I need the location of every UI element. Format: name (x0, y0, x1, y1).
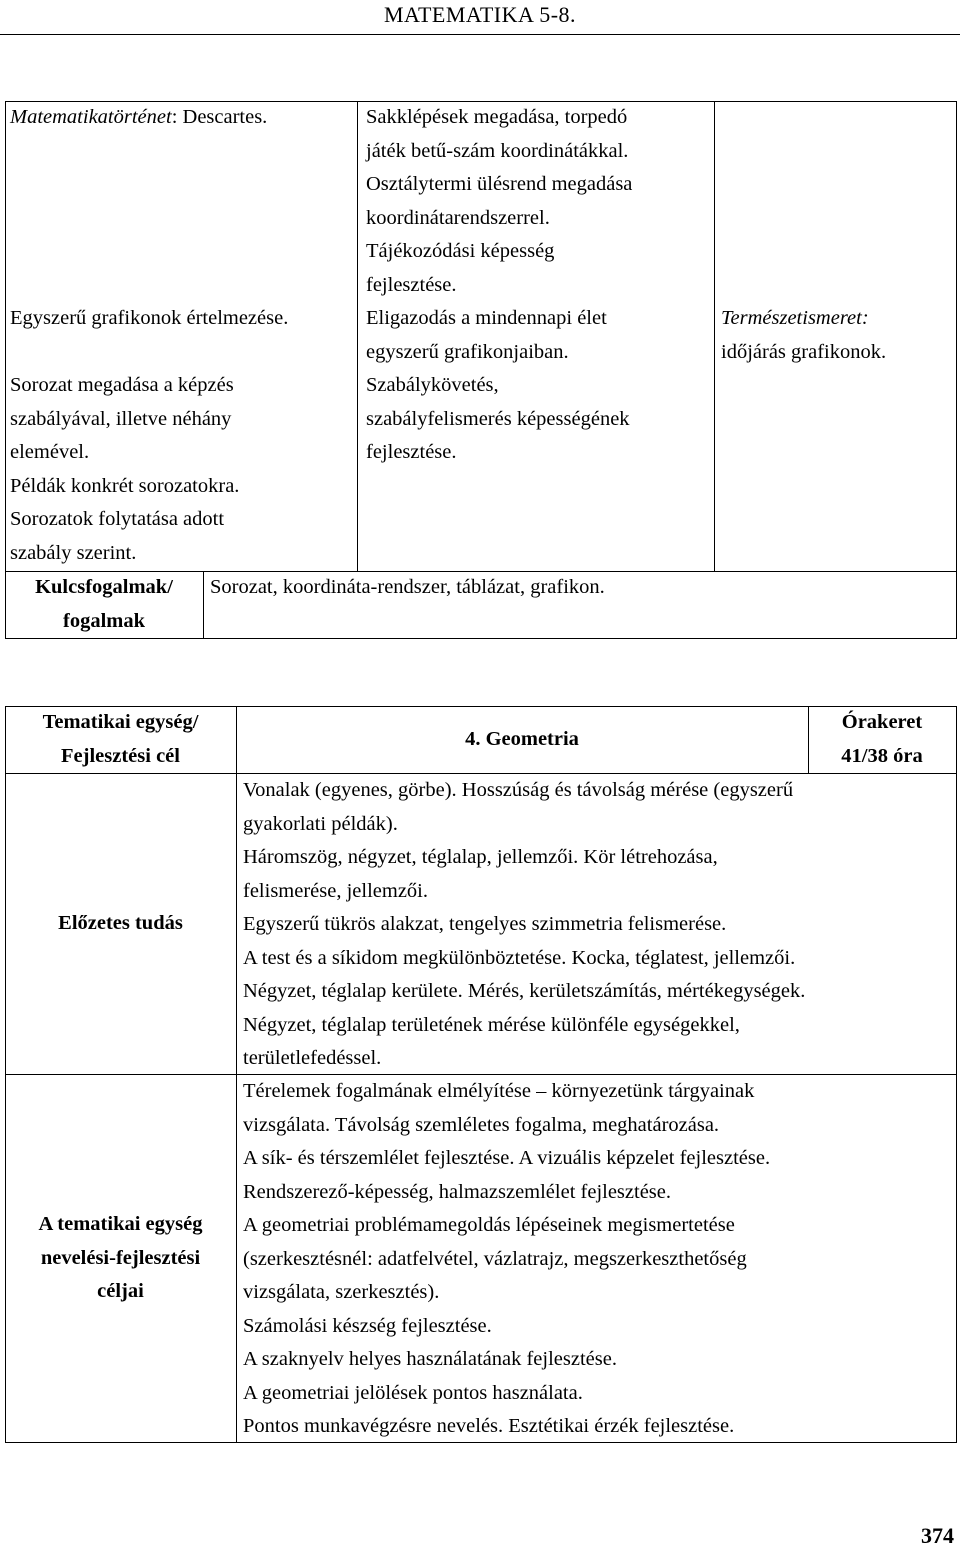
dev-cell-1 (366, 101, 632, 302)
dev-line: játék betű-szám koordinátákkal. (366, 139, 629, 162)
dev-cell-3 (366, 369, 630, 470)
unit-title: 4. Geometria (465, 728, 579, 750)
goal-line: vizsgálata, szerkesztés). (243, 1281, 440, 1303)
topic-line: Sorozatok folytatása adott (10, 508, 225, 530)
prior-line: Háromszög, négyzet, téglalap, jellemzői. Kör létrehozása, (243, 846, 718, 868)
hours-label: Órakeret (841, 711, 923, 733)
goal-line: A geometriai jelölések pontos használata. (243, 1381, 583, 1404)
prior-line: területlefedéssel. (243, 1047, 382, 1069)
prior-line: gyakorlati példák). (243, 812, 398, 835)
topic-line: szabály szerint. (10, 541, 137, 564)
dev-line: koordinátarendszerrel. (366, 206, 550, 229)
prior-line: Négyzet, téglalap kerülete. Mérés, kerületszámítás, mértékegységek. (243, 980, 806, 1002)
label-line: Fejlesztési cél (61, 744, 180, 767)
label-line: céljai (97, 1280, 144, 1302)
dev-line: fejlesztése. (366, 441, 457, 463)
topic-descartes (10, 101, 267, 135)
goal-line: A sík- és térszemlélet fejlesztése. A vizuális képzelet fejlesztése. (243, 1147, 771, 1169)
goal-line: Térelemek fogalmának elmélyítése – környezetünk tárgyainak (243, 1080, 755, 1102)
key-concepts-text: Sorozat, koordináta-rendszer, táblázat, grafikon. (210, 576, 605, 598)
topic-line: elemével. (10, 441, 90, 463)
header-rule (0, 34, 960, 35)
unit-label (5, 706, 236, 773)
goal-line: Rendszerező-képesség, halmazszemlélet fejlesztése. (243, 1180, 672, 1203)
topic-line: Példák konkrét sorozatokra. (10, 474, 240, 497)
link-subject: Természetismeret: (721, 307, 869, 329)
goal-line: A szaknyelv helyes használatának fejlesztése. (243, 1348, 617, 1370)
prior-knowledge-label: Előzetes tudás (58, 912, 183, 934)
label-line: Kulcsfogalmak/ (35, 576, 173, 598)
goal-line: (szerkesztésnél: adatfelvétel, vázlatrajz, megszerkeszthetőség (243, 1247, 747, 1270)
prior-line: Egyszerű tükrös alakzat, tengelyes szimmetria felismerése. (243, 913, 727, 935)
topic-line: Sorozat megadása a képzés (10, 374, 234, 396)
prior-line: A test és a síkidom megkülönböztetése. Kocka, téglatest, jellemzői. (243, 946, 796, 969)
prior-knowledge-text (243, 774, 805, 1076)
dev-line: Eligazodás a mindennapi élet (366, 307, 607, 329)
dev-line: Sakklépések megadása, torpedó (366, 106, 628, 128)
hours-value: 41/38 óra (841, 744, 923, 767)
prior-line: Négyzet, téglalap területének mérése különféle egységekkel, (243, 1013, 740, 1036)
dev-line: egyszerű grafikonjaiban. (366, 340, 569, 363)
goal-line: vizsgálata. Távolság szemléletes fogalma, meghatározása. (243, 1113, 720, 1136)
page-number: 374 (921, 1523, 954, 1548)
link-cell (721, 302, 886, 369)
history-text: : Descartes. (171, 106, 268, 128)
topic-line: szabályával, illetve néhány (10, 407, 232, 430)
prior-line: felismerése, jellemzői. (243, 879, 428, 902)
goal-line: Pontos munkavégzésre nevelés. Esztétikai érzék fejlesztése. (243, 1415, 735, 1437)
dev-line: Szabálykövetés, (366, 374, 499, 396)
key-concepts-label (5, 571, 203, 638)
dev-line: fejlesztése. (366, 273, 457, 296)
prior-line: Vonalak (egyenes, görbe). Hosszúság és távolság mérése (egyszerű (243, 779, 794, 801)
label-line: Tematikai egység/ (42, 711, 199, 733)
topic-graphs: Egyszerű grafikonok értelmezése. (10, 307, 289, 329)
goal-line: Számolási készség fejlesztése. (243, 1314, 492, 1337)
dev-line: Osztálytermi ülésrend megadása (366, 173, 633, 195)
label-line: fogalmak (63, 609, 145, 632)
dev-line: szabályfelismerés képességének (366, 407, 630, 430)
hours-cell (808, 706, 956, 773)
link-text: időjárás grafikonok. (721, 340, 887, 363)
label-line: nevelési-fejlesztési (40, 1246, 201, 1269)
goal-line: A geometriai problémamegoldás lépéseinek megismertetése (243, 1214, 735, 1236)
goals-text (243, 1075, 770, 1444)
goals-label (5, 1208, 236, 1309)
topic-sequences (10, 369, 239, 570)
page-header: MATEMATIKA 5-8. (383, 2, 577, 27)
dev-line: Tájékozódási képesség (366, 240, 555, 262)
label-line: A tematikai egység (38, 1213, 203, 1235)
history-label: Matematikatörténet (10, 106, 172, 128)
dev-cell-2 (366, 302, 607, 369)
